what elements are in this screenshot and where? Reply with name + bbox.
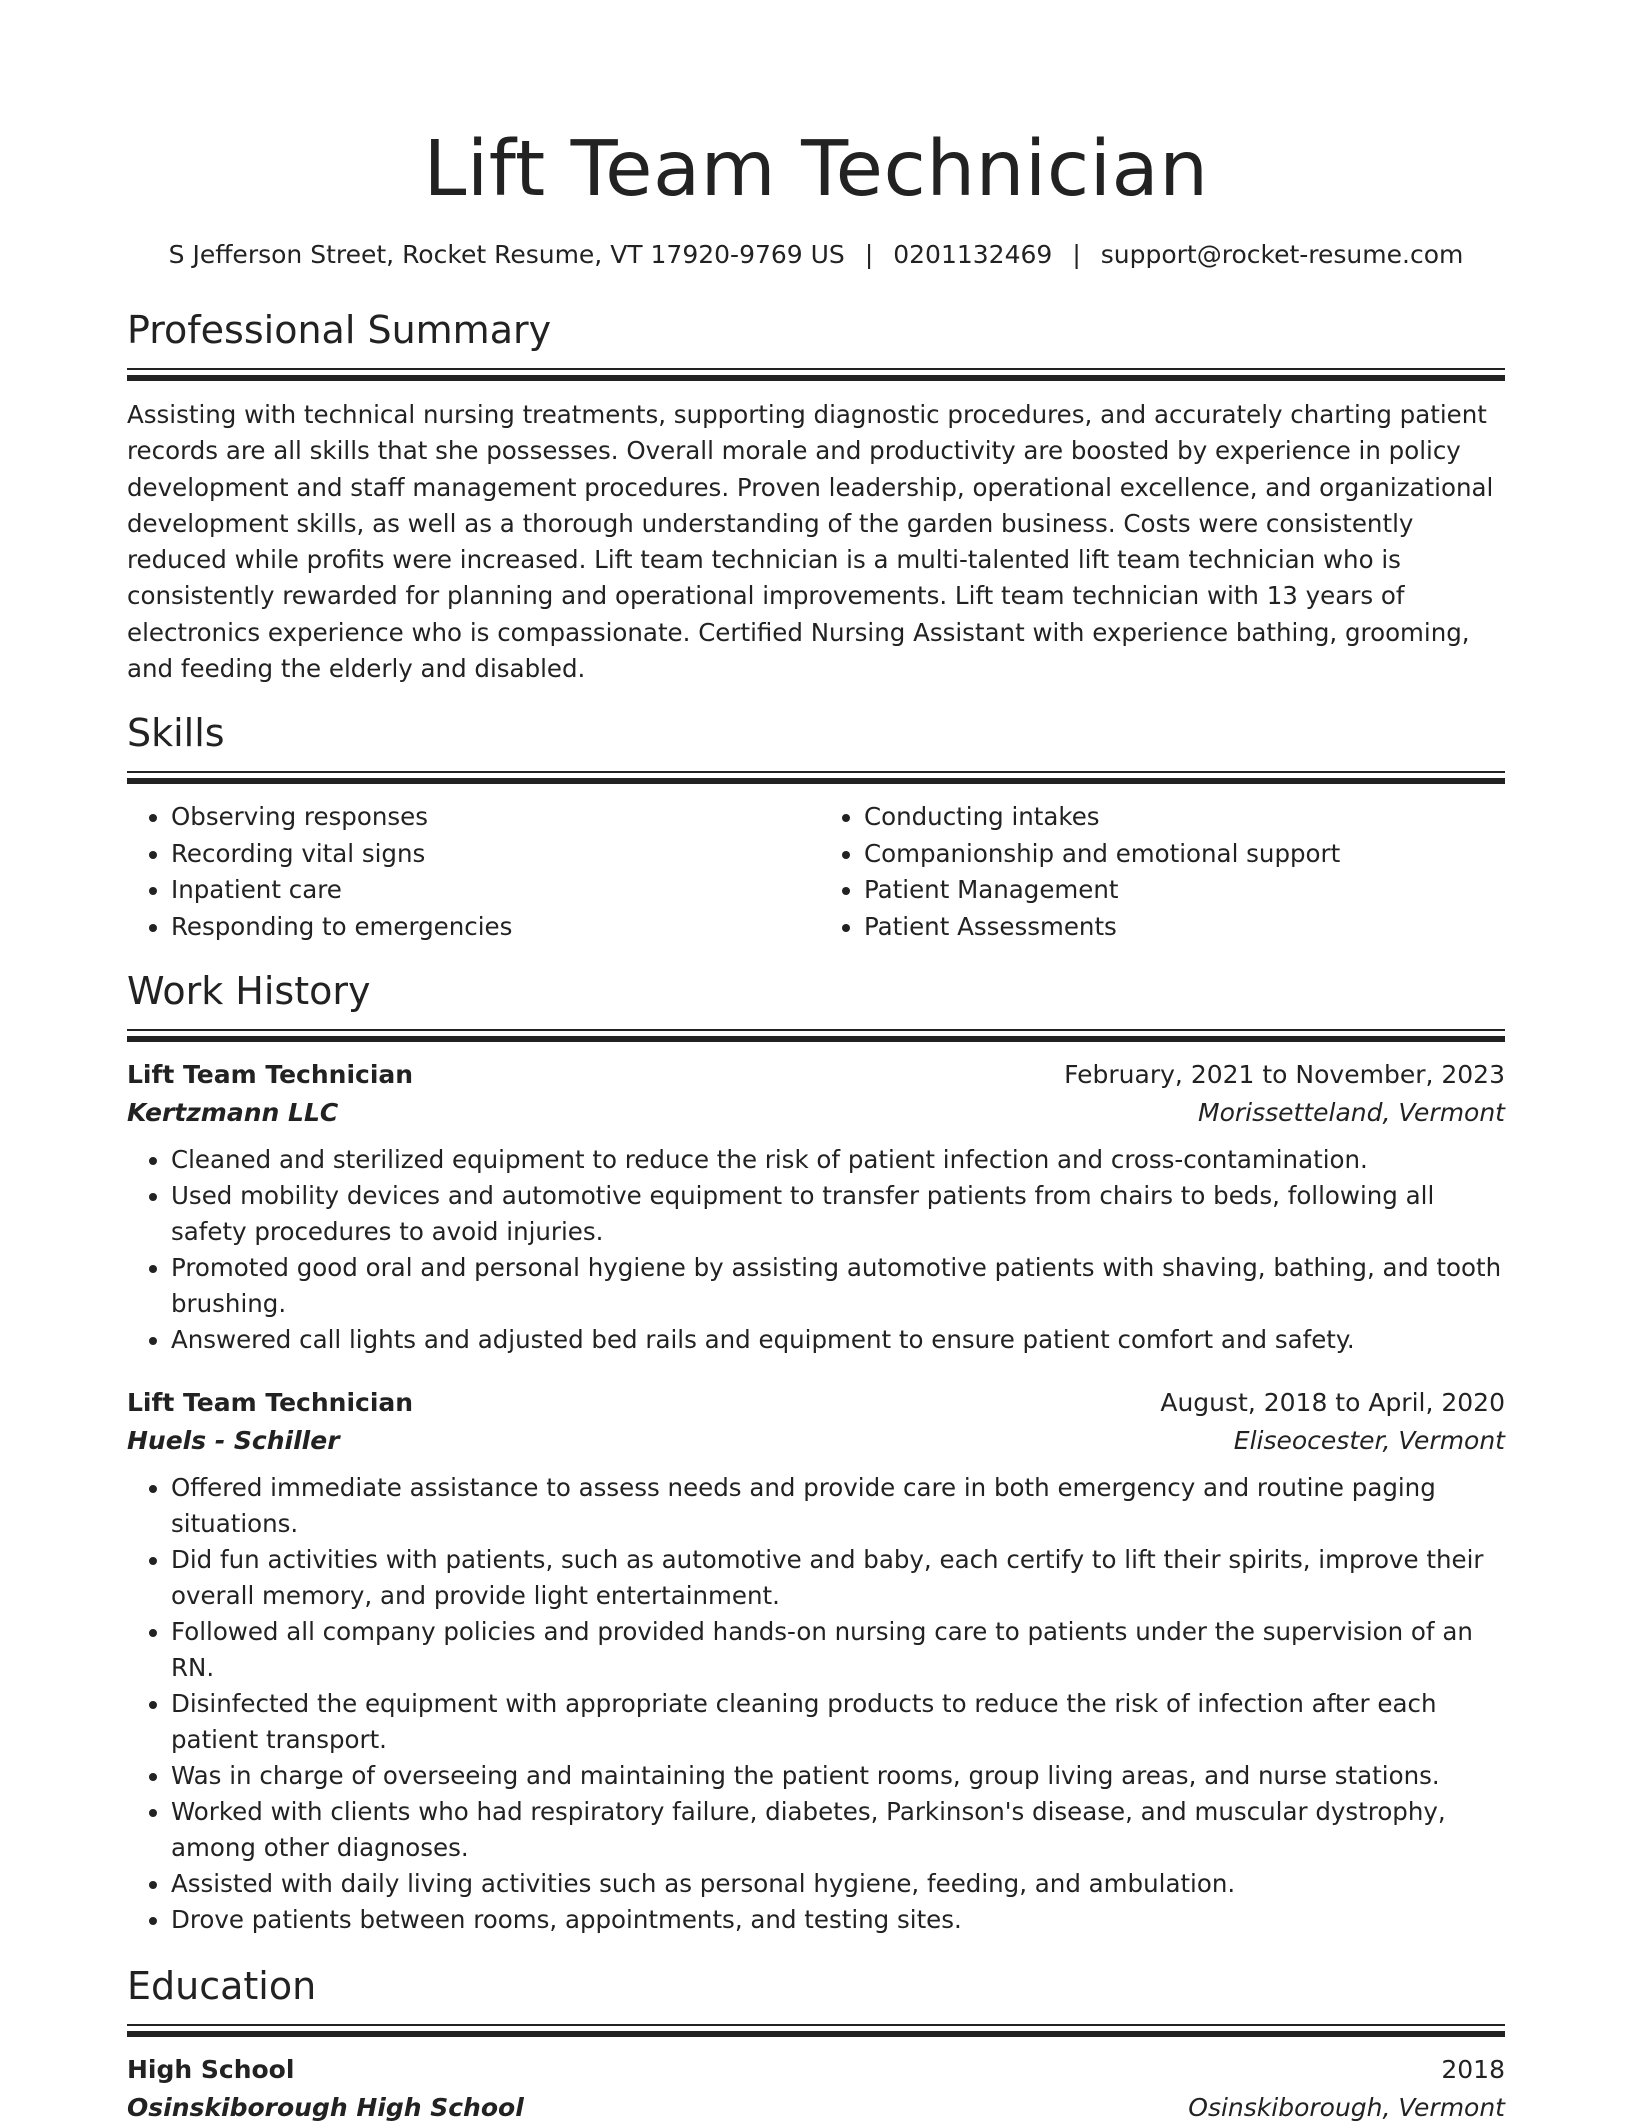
- education-entry: [127, 2051, 1505, 2127]
- skill-item: • Recording vital signs: [171, 836, 816, 873]
- job-bullets: [127, 1142, 1505, 1358]
- skill-item: • Observing responses: [171, 799, 816, 836]
- education-degree: High School: [127, 2055, 295, 2085]
- education-year: 2018: [1441, 2055, 1505, 2085]
- job-header-row: [127, 1056, 1505, 1094]
- skill-item: • Responding to emergencies: [171, 909, 816, 946]
- job-bullet: • Cleaned and sterilized equipment to reduce the risk of patient infection and cross-contamination.: [171, 1142, 1505, 1178]
- job-bullet: • Answered call lights and adjusted bed rails and equipment to ensure patient comfort and safety.: [171, 1322, 1505, 1358]
- contact-separator: |: [1072, 240, 1081, 269]
- job-location: Eliseocester, Vermont: [1233, 1426, 1505, 1456]
- job-dates: August, 2018 to April, 2020: [1160, 1388, 1505, 1418]
- education-school: Osinskiborough High School: [127, 2093, 524, 2123]
- education-header-row: [127, 2051, 1505, 2089]
- section-title-skills: Skills: [127, 711, 225, 756]
- job-bullet: • Worked with clients who had respiratory failure, diabetes, Parkinson's disease, and muscular dystrophy, among other diagnoses.: [171, 1794, 1505, 1866]
- skills-list-right: [816, 799, 1505, 945]
- skills-columns: [127, 799, 1505, 945]
- contact-line: [127, 238, 1505, 272]
- section-title-summary: Professional Summary: [127, 308, 552, 352]
- job-location: Morissetteland, Vermont: [1198, 1098, 1505, 1128]
- job-bullet: • Disinfected the equipment with appropriate cleaning products to reduce the risk of infection after each patient transport.: [171, 1686, 1505, 1758]
- section-title-education: Education: [127, 1964, 317, 2009]
- job-bullet: • Was in charge of overseeing and maintaining the patient rooms, group living areas, and nurse stations.: [171, 1758, 1505, 1794]
- job-company: Huels - Schiller: [127, 1426, 340, 1456]
- contact-separator: |: [864, 240, 874, 269]
- job-bullet: • Promoted good oral and personal hygiene by assisting automotive patients with shaving, bathing, and tooth brushing.: [171, 1250, 1505, 1322]
- skills-list-left: [127, 799, 816, 945]
- job-bullet: • Offered immediate assistance to assess needs and provide care in both emergency and routine paging situations.: [171, 1470, 1505, 1542]
- education-section: [127, 1962, 1505, 2127]
- summary-section: [127, 306, 1505, 687]
- job-bullet: • Followed all company policies and provided hands-on nursing care to patients under the supervision of an RN.: [171, 1614, 1505, 1686]
- job-dates: February, 2021 to November, 2023: [1064, 1060, 1505, 1090]
- contact-phone: 0201132469: [893, 240, 1053, 269]
- job-company: Kertzmann LLC: [127, 1098, 339, 1128]
- skill-item: • Patient Assessments: [864, 909, 1505, 946]
- contact-email[interactable]: support@rocket-resume.com: [1100, 240, 1464, 269]
- section-divider: [127, 2024, 1505, 2037]
- job-header-row: [127, 1384, 1505, 1422]
- skill-item: • Patient Management: [864, 872, 1505, 909]
- education-school-row: [127, 2089, 1505, 2127]
- skills-section: [127, 709, 1505, 945]
- skill-item: • Inpatient care: [171, 872, 816, 909]
- section-divider: [127, 368, 1505, 381]
- skill-item: • Conducting intakes: [864, 799, 1505, 836]
- job-position: Lift Team Technician: [127, 1388, 414, 1418]
- candidate-name: Lift Team Technician: [423, 125, 1209, 214]
- section-title-work: Work History: [127, 969, 371, 1014]
- section-divider: [127, 771, 1505, 784]
- job-company-row: [127, 1422, 1505, 1460]
- job-entry: [127, 1056, 1505, 1358]
- job-bullet: • Drove patients between rooms, appointments, and testing sites.: [171, 1902, 1505, 1938]
- job-entry: [127, 1384, 1505, 1938]
- section-divider: [127, 1029, 1505, 1042]
- summary-text: Assisting with technical nursing treatments, supporting diagnostic procedures, and accurately charting patient records are all skills that she possesses. Overall morale and productivity are boosted by experience in policy development and staff management procedures. Proven leadership, operational excellence, and organizational development skills, as well as a thorough understanding of the garden business. Costs were consistently reduced while profits were increased. Lift team technician is a multi-talented lift team technician who is consistently rewarded for planning and operational improvements. Lift team technician with 13 years of electronics experience who is compassionate. Certified Nursing Assistant with experience bathing, grooming, and feeding the elderly and disabled.: [127, 400, 1494, 684]
- job-bullet: • Assisted with daily living activities such as personal hygiene, feeding, and ambulation.: [171, 1866, 1505, 1902]
- job-company-row: [127, 1094, 1505, 1132]
- job-bullets: [127, 1470, 1505, 1938]
- education-location: Osinskiborough, Vermont: [1188, 2093, 1505, 2123]
- skill-item: • Companionship and emotional support: [864, 836, 1505, 873]
- contact-address: S Jefferson Street, Rocket Resume, VT 17920-9769 US: [168, 240, 845, 269]
- job-bullet: • Used mobility devices and automotive equipment to transfer patients from chairs to beds, following all safety procedures to avoid injuries.: [171, 1178, 1505, 1250]
- job-bullet: • Did fun activities with patients, such as automotive and baby, each certify to lift their spirits, improve their overall memory, and provide light entertainment.: [171, 1542, 1505, 1614]
- job-position: Lift Team Technician: [127, 1060, 414, 1090]
- work-section: [127, 967, 1505, 1938]
